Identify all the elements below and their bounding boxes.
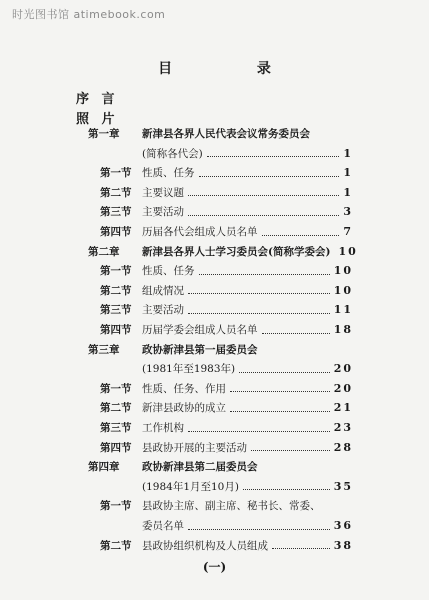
section-label: 第三节 bbox=[100, 304, 132, 317]
page-number: 3 bbox=[343, 205, 353, 219]
watermark: 时光图书馆 atimebook.com bbox=[12, 8, 166, 21]
toc-entry-text bbox=[142, 322, 353, 338]
toc-entry-text bbox=[142, 361, 353, 377]
toc-entry-text bbox=[142, 420, 353, 436]
toc-entry-text bbox=[142, 440, 353, 456]
dot-leader bbox=[188, 193, 339, 196]
toc-entry bbox=[0, 361, 429, 377]
page-number: 36 bbox=[333, 519, 353, 532]
toc-entry-text bbox=[142, 302, 353, 318]
entry-title: 工作机构 bbox=[142, 422, 184, 434]
toc-entry-text bbox=[142, 518, 353, 534]
section-label: 第二节 bbox=[100, 284, 132, 297]
dot-leader bbox=[230, 409, 330, 412]
entry-title: 新津县政协的成立 bbox=[142, 402, 226, 415]
toc-entry-text bbox=[142, 459, 353, 475]
page-number: 10 bbox=[333, 283, 353, 297]
toc-entry-text bbox=[142, 342, 353, 358]
toc-entry-text bbox=[142, 498, 353, 514]
toc-entry bbox=[0, 244, 429, 260]
page-number: 1 bbox=[343, 185, 353, 199]
toc-entry bbox=[0, 146, 429, 162]
toc-entry bbox=[0, 204, 429, 220]
dot-leader bbox=[207, 154, 340, 157]
toc-entry-text bbox=[142, 538, 353, 554]
toc-entry-text bbox=[142, 126, 353, 142]
section-label: 第二节 bbox=[100, 539, 132, 552]
toc-entry bbox=[0, 126, 429, 142]
toc-entry-text bbox=[142, 224, 353, 240]
page-number: 20 bbox=[333, 381, 353, 395]
page-number: 11 bbox=[333, 303, 353, 317]
entry-title: 历届学委会组成人员名单 bbox=[142, 324, 258, 336]
entry-title: 县政协主席、副主席、秘书长、常委、 bbox=[142, 500, 321, 513]
toc-entry bbox=[0, 165, 429, 181]
entry-title: 历届各代会组成人员名单 bbox=[142, 226, 258, 238]
toc-entry-text bbox=[142, 400, 353, 416]
chapter-label: 第四章 bbox=[88, 461, 120, 474]
entry-title: 政协新津县第一届委员会 bbox=[142, 343, 258, 356]
page-number: 18 bbox=[333, 323, 353, 336]
toc-entry bbox=[0, 263, 429, 279]
toc-entry bbox=[0, 322, 429, 338]
page-number: 7 bbox=[343, 225, 353, 238]
page-number-footer: (一) bbox=[202, 560, 227, 574]
entry-title: 新津县各界人士学习委员会(简称学委会) bbox=[142, 245, 331, 258]
toc-entry bbox=[0, 342, 429, 358]
dot-leader bbox=[230, 389, 330, 392]
toc-entry bbox=[0, 283, 429, 299]
entry-title: 主要活动 bbox=[142, 304, 184, 317]
entry-title: 新津县各界人民代表会议常务委员会 bbox=[142, 128, 310, 140]
photos-heading: 照 片 bbox=[76, 112, 119, 127]
section-label: 第一节 bbox=[100, 500, 132, 513]
entry-title: 组成情况 bbox=[142, 284, 184, 297]
page-title: 目 录 bbox=[158, 61, 311, 77]
section-label: 第一节 bbox=[100, 265, 132, 278]
page-number: 1 bbox=[343, 146, 353, 160]
dot-leader bbox=[188, 527, 330, 530]
page-number: 20 bbox=[333, 362, 353, 376]
page-number: 1 bbox=[343, 166, 353, 180]
section-label: 第四节 bbox=[100, 226, 132, 238]
page-number: 28 bbox=[333, 440, 353, 454]
page-number: 38 bbox=[333, 538, 353, 552]
toc-entry-text bbox=[142, 479, 353, 495]
page-number: 23 bbox=[333, 421, 353, 434]
dot-leader bbox=[188, 311, 330, 314]
toc-entry-text bbox=[142, 204, 353, 220]
toc-entry bbox=[0, 440, 429, 456]
dot-leader bbox=[239, 370, 330, 373]
toc-entry-text bbox=[142, 263, 353, 279]
toc-entry-text bbox=[142, 244, 358, 260]
toc-entry bbox=[0, 302, 429, 318]
toc-entry-text bbox=[142, 185, 353, 201]
section-label: 第二节 bbox=[100, 402, 132, 415]
entry-title: 主要议题 bbox=[142, 186, 184, 199]
page-number: 10 bbox=[333, 264, 353, 278]
toc-entry bbox=[0, 224, 429, 240]
dot-leader bbox=[199, 174, 340, 177]
entry-title: 县政协开展的主要活动 bbox=[142, 441, 247, 454]
dot-leader bbox=[262, 331, 330, 334]
entry-title: 政协新津县第二届委员会 bbox=[142, 461, 258, 474]
section-label: 第四节 bbox=[100, 441, 132, 454]
toc-entry bbox=[0, 518, 429, 534]
toc-entry-text bbox=[142, 165, 353, 181]
entry-title: 县政协组织机构及人员组成 bbox=[142, 539, 268, 552]
entry-title: 主要活动 bbox=[142, 206, 184, 219]
chapter-label: 第一章 bbox=[88, 128, 120, 140]
entry-title: (简称各代会) bbox=[142, 147, 203, 160]
toc-entry bbox=[0, 381, 429, 397]
toc-entry bbox=[0, 185, 429, 201]
toc-entry-text bbox=[142, 381, 353, 397]
toc-entry bbox=[0, 538, 429, 554]
dot-leader bbox=[188, 429, 330, 432]
toc-entry-text bbox=[142, 283, 353, 299]
dot-leader bbox=[272, 546, 330, 549]
entry-title: 委员名单 bbox=[142, 520, 184, 532]
entry-title: 性质、任务 bbox=[142, 265, 195, 278]
entry-title: 性质、任务 bbox=[142, 167, 195, 180]
preface-heading: 序 言 bbox=[76, 92, 119, 107]
entry-title: (1984年1月至10月) bbox=[142, 480, 239, 493]
dot-leader bbox=[262, 233, 340, 236]
entry-title: (1981年至1983年) bbox=[142, 363, 236, 376]
section-label: 第三节 bbox=[100, 422, 132, 434]
dot-leader bbox=[251, 448, 330, 451]
toc-entry bbox=[0, 498, 429, 514]
entry-title: 性质、任务、作用 bbox=[142, 382, 226, 395]
section-label: 第一节 bbox=[100, 382, 132, 395]
toc-entry bbox=[0, 459, 429, 475]
section-label: 第一节 bbox=[100, 167, 132, 180]
toc-entry bbox=[0, 420, 429, 436]
dot-leader bbox=[188, 291, 330, 294]
dot-leader bbox=[243, 487, 330, 490]
dot-leader bbox=[199, 272, 330, 275]
section-label: 第四节 bbox=[100, 324, 132, 336]
dot-leader bbox=[188, 213, 339, 216]
page-number: 35 bbox=[333, 479, 353, 493]
page-number: 10 bbox=[338, 244, 358, 258]
section-label: 第二节 bbox=[100, 186, 132, 199]
toc-entry-text bbox=[142, 146, 353, 162]
page-number: 21 bbox=[333, 401, 353, 415]
chapter-label: 第二章 bbox=[88, 245, 120, 258]
toc-entry bbox=[0, 479, 429, 495]
toc-entry bbox=[0, 400, 429, 416]
chapter-label: 第三章 bbox=[88, 343, 120, 356]
section-label: 第三节 bbox=[100, 206, 132, 219]
